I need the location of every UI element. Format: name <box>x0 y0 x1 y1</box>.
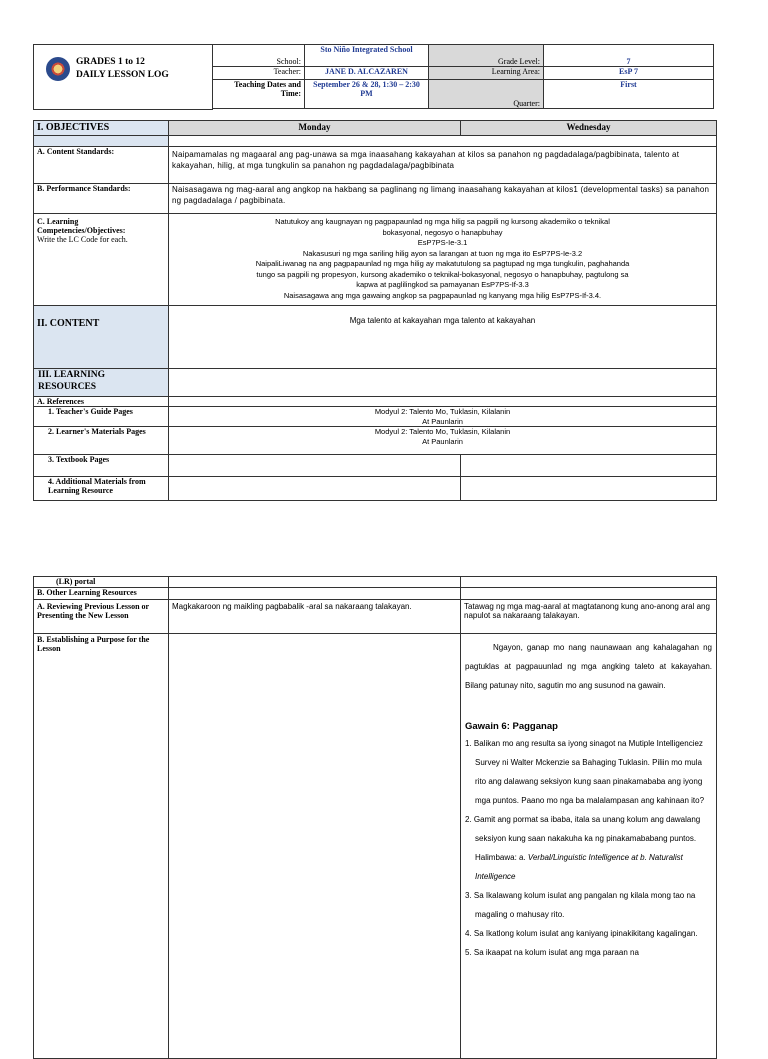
grade-level-value: 7 <box>544 45 714 67</box>
spacer-cell <box>169 136 717 147</box>
lm-pages-value <box>169 427 717 455</box>
empty-cell <box>169 634 461 1059</box>
empty-cell <box>169 577 461 588</box>
competencies-label-cell <box>34 214 169 306</box>
competencies-label: C. Learning Competencies/Objectives: <box>37 217 126 235</box>
reviewing-monday: Magkakaroon ng maikling pagbabalik -aral sa nakaraang talakayan. <box>169 600 461 634</box>
gawain-item-2-text: 2. Gamit ang pormat sa ibaba, itala sa unang kolum ang dawalang seksiyon kung saan nakakuha ka ng pinakamababang puntos. Halimbawa: a. <box>465 815 701 862</box>
competency-line: bokasyonal, negosyo o hanapbuhay <box>382 227 503 237</box>
competency-line: EsP7PS-Ie-3.1 <box>417 238 468 247</box>
competency-line: kapwa at paglilingkod sa pamayanan EsP7PS-If-3.3 <box>356 280 529 289</box>
lr-portal-label: (LR) portal <box>34 577 169 588</box>
competency-line: Naisasagawa ang mga gawaing angkop sa pagpapaunlad ng kanyang mga hilig EsP7PS-If-3.4. <box>283 290 602 300</box>
competency-line: Natutukoy ang kaugnayan ng pagpapaunlad ng mga hilig sa pagpili ng kursong akademiko o teknikal <box>275 217 610 226</box>
modyul-line: At Paunlarin <box>422 416 463 426</box>
teacher-value: JANE D. ALCAZAREN <box>305 67 429 80</box>
gawain-item-3: 3. Sa Ikalawang kolum isulat ang pangalan ng kilala mong tao na magaling o mahusay rito. <box>465 891 696 919</box>
content-standards-text: Naipamamalas ng magaaral ang pag-unawa sa mga inaasahang kakayahan at kilos sa panahon ng pagdadalaga/pagbibinata, talento at kakayahan, hilig, at mga tungkulin sa panahon ng pagdadalaga/pagbibinata <box>169 147 717 184</box>
header-log-title: DAILY LESSON LOG <box>76 70 169 80</box>
grade-level-label: Grade Level: <box>429 45 544 67</box>
empty-cell <box>461 588 717 600</box>
performance-standards-label: B. Performance Standards: <box>34 184 169 214</box>
school-value: Sto Niño Integrated School <box>305 45 429 67</box>
purpose-label: B. Establishing a Purpose for the Lesson <box>34 634 169 1059</box>
gawain-item-4: 4. Sa Ikatlong kolum isulat ang kaniyang ipinakikitang kagalingan. <box>465 929 698 938</box>
gawain-item-2-example: Verbal/Linguistic Intelligence at b. Naturalist Intelligence <box>475 853 683 881</box>
header-table <box>212 44 714 109</box>
spacer-cell <box>169 369 717 397</box>
dates-label: Teaching Dates and Time: <box>213 80 305 109</box>
gawain-item-5: 5. Sa ikaapat na kolum isulat ang mga paraan na <box>465 948 639 957</box>
header-grades: GRADES 1 to 12 <box>76 57 145 67</box>
dates-value: September 26 & 28, 1:30 – 2:30 PM <box>305 80 429 109</box>
resources-heading: III. LEARNING RESOURCES <box>34 369 169 397</box>
reviewing-wednesday: Tatawag ng mga mag-aaral at magtatanong kung ano-anong aral ang napulot sa nakaraang talakayan. <box>461 600 717 634</box>
header-box <box>33 44 213 110</box>
school-label: School: <box>213 45 305 67</box>
objectives-heading: I. OBJECTIVES <box>34 121 169 136</box>
performance-standards-text: Naisasagawa ng mag-aaral ang angkop na hakbang sa paglinang ng limang inaasahang kakayahan at kilos1 (developmental tasks) sa panahon ng pagdadalaga / pagbibinata. <box>169 184 717 214</box>
teacher-label: Teacher: <box>213 67 305 80</box>
purpose-wednesday <box>461 634 717 1059</box>
empty-cell <box>169 455 461 477</box>
content-standards-label: A. Content Standards: <box>34 147 169 184</box>
competency-line: Nakasusuri ng mga sariling hilig ayon sa larangan at tuon ng mga ito EsP7PS-Ie-3.2 <box>302 248 583 258</box>
tg-pages-value <box>169 407 717 427</box>
modyul-line: At Paunlarin <box>422 436 463 446</box>
spacer-cell <box>169 397 717 407</box>
competency-line: tungo sa pagpili ng propesyon, kursong akademiko o teknikal-bokasyonal, negosyo o hanapbuhay, pagtulong sa <box>256 269 629 279</box>
other-resources-label: B. Other Learning Resources <box>34 588 169 600</box>
additional-materials-label: 4. Additional Materials from Learning Resource <box>34 477 169 501</box>
tg-pages-label: 1. Teacher's Guide Pages <box>34 407 169 427</box>
lesson-table-page2 <box>33 576 717 1059</box>
competency-line: NaipaliLiwanag na ang pagpapaunlad ng mga hilig ay makatutulong sa pagtupad ng mga tungkulin, paghahanda <box>255 259 630 268</box>
empty-cell <box>461 455 717 477</box>
learning-area-value: EsP 7 <box>544 67 714 80</box>
textbook-pages-label: 3. Textbook Pages <box>34 455 169 477</box>
empty-cell <box>461 577 717 588</box>
gawain-title: Gawain 6: Pagganap <box>465 721 558 732</box>
reviewing-label: A. Reviewing Previous Lesson or Presenting the New Lesson <box>34 600 169 634</box>
deped-seal-icon <box>46 57 70 81</box>
col-wednesday: Wednesday <box>461 121 717 136</box>
competencies-text <box>169 214 717 306</box>
modyul-line: Modyul 2: Talento Mo, Tuklasin, Kilalanin <box>374 427 511 436</box>
competencies-sub: Write the LC Code for each. <box>37 235 128 244</box>
content-heading: II. CONTENT <box>34 306 169 369</box>
lesson-table-page1 <box>33 120 717 501</box>
learning-area-label: Learning Area: <box>429 67 544 80</box>
modyul-line: Modyul 2: Talento Mo, Tuklasin, Kilalanin <box>374 407 511 416</box>
quarter-label: Quarter: <box>429 80 544 109</box>
gawain-item-1: 1. Balikan mo ang resulta sa iyong sinagot na Mutiple Intelligenciez Survey ni Walter Mckenzie sa Bahaging Tuklasin. Piliin mo mula rito ang dalawang seksiyon kung saan pinakamababa ang iyong mga puntos. Paano mo nga ba malalampasan ang kahinaan ito? <box>465 739 705 805</box>
spacer-cell <box>34 136 169 147</box>
empty-cell <box>169 477 461 501</box>
empty-cell <box>461 477 717 501</box>
purpose-paragraph: Ngayon, ganap mo nang naunawaan ang kahalagahan ng pagtuklas at pagpauunlad ng mga angking taleto at kakayahan. Bilang patunay nito, sagutin mo ang susunod na gawain. <box>465 643 712 690</box>
empty-cell <box>169 588 461 600</box>
content-text: Mga talento at kakayahan mga talento at kakayahan <box>349 316 536 325</box>
quarter-value: First <box>544 80 714 109</box>
lm-pages-label: 2. Learner's Materials Pages <box>34 427 169 455</box>
gawain-item-2 <box>465 810 712 886</box>
col-monday: Monday <box>169 121 461 136</box>
content-cell <box>169 306 717 369</box>
references-label: A. References <box>34 397 169 407</box>
